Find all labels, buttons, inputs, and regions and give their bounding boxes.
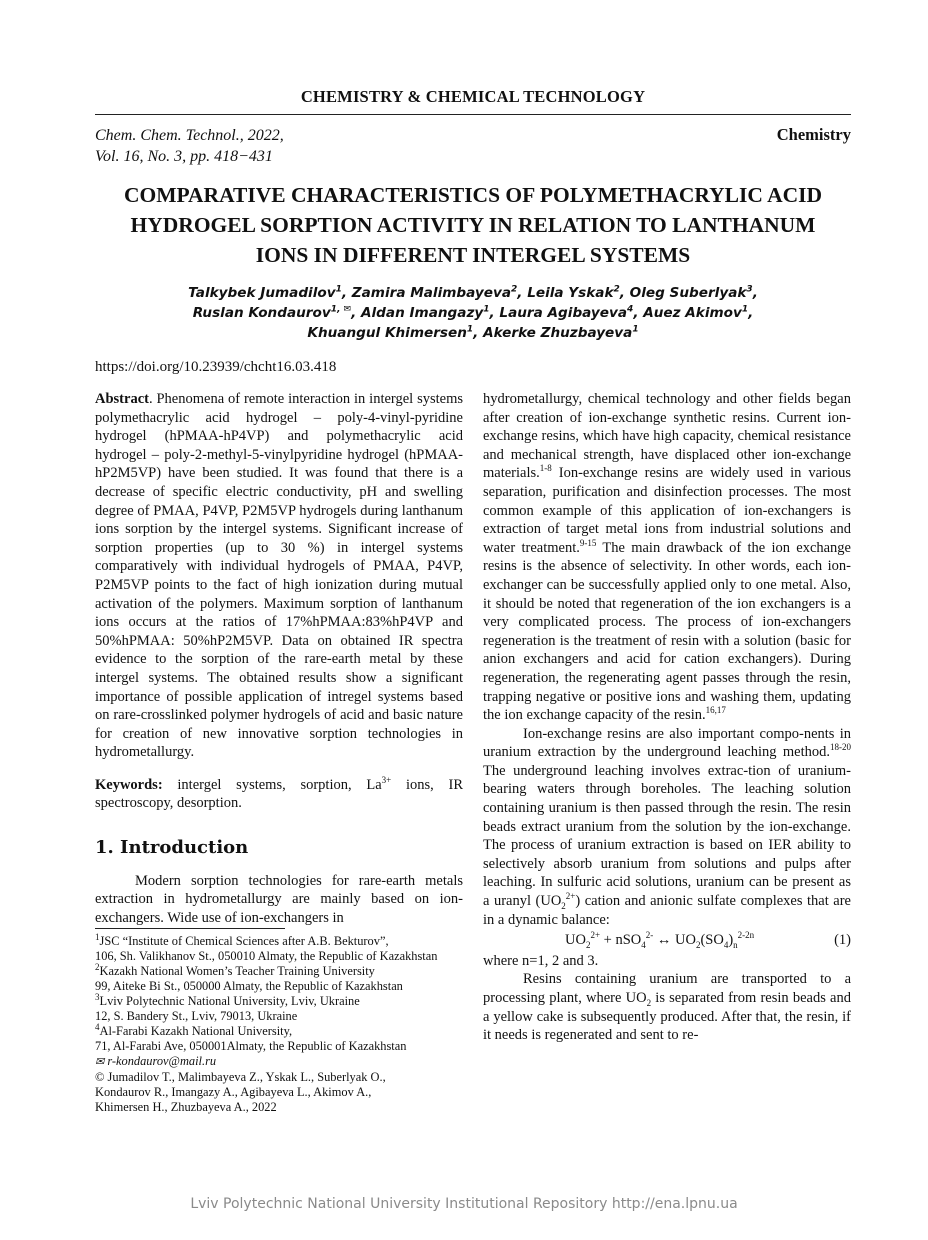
email-link[interactable]: r-kondaurov@mail.ru [104,1054,217,1068]
author-separator: , [748,305,754,321]
author-line [95,303,851,323]
envelope-icon: ✉ [95,1056,105,1068]
footnote-2-address: 99, Aiteke Bi St., 050000 Almaty, the Republic of Kazakhstan [95,979,403,993]
citation-line-1: Chem. Chem. Technol., 2022, [95,127,284,144]
equation-body: $UO_2^{2+} + nSO_4^{2-}$ ↔ $UO_2(SO_4)_n^{2-2n}$ [565,930,755,951]
copyright-line: © Jumadilov T., Malimbayeva Z., Yskak L., Suberlyak O., [95,1070,386,1084]
author-separator: , [517,285,528,301]
author-name: Ruslan Kondaurov [192,305,331,321]
abstract-label: Abstract [95,391,149,407]
intro-paragraph: Ion-exchange resins are also important compo-nents in uranium extraction by the underground leaching method.$^{18-20}$ The underground leaching involves extrac-tion of uranium-bearing waters through boreholes. The leaching solution containing uranium is then passed through the resin. The resin beads extract uranium from the solution by the ion-exchange. The process of uranium extraction is based on IER ability to selectively absorb uranium from solutions and pulps after leaching. In sulfuric acid solutions, uranium can be present as a uranyl $(UO_2^{2+})$ cation and anionic sulfate complexes that are in a dynamic balance: [483,725,851,928]
footnote-4: $^4$Al-Farabi Kazakh National University, [95,1021,293,1038]
equation-1 [483,931,851,950]
author-name: Khuangul Khimersen [307,325,467,341]
author-separator: , [633,305,644,321]
author-affiliation: 1 [483,304,490,315]
citation-ref: 18-20 [830,742,851,753]
footnote-rule [95,928,285,929]
citation-ref: 1-8 [539,463,552,474]
author-list [95,283,851,343]
copyright-line: Khimersen H., Zhuzbayeva A., 2022 [95,1100,277,1114]
author-name: Auez Akimov [643,305,742,321]
author-separator: , [473,325,484,341]
author-separator: , [351,305,361,321]
keywords-label: Keywords: [95,776,163,793]
author-name: Laura Agibayeva [499,305,628,321]
author-affiliation: 1, ✉ [330,304,352,315]
section-heading: 1. Introduction [95,837,249,859]
citation-line-2: Vol. 16, No. 3, pp. 418−431 [95,148,273,165]
header-rule [95,114,851,115]
equation-number: (1) [834,932,851,949]
right-column [483,390,851,1045]
author-line [95,283,851,303]
keywords [95,776,463,813]
footnote-1: $^1$JSC “Institute of Chemical Sciences after A.B. Bekturov”, [95,931,389,948]
abstract-text: . Phenomena of remote interaction in intergel systems polymethacrylic acid hydrogel – poly-4-vinyl-pyridine hydrogel (hPMAA-hP4VP) and polymethacrylic acid hydrogel – poly-2-methyl-5-vinylpyridine hydrogel (hPMAA-hP2M5VP) have been studied. It was found that there is a decrease of specific electric conductivity, pH and swelling degree of PMAA, P4VP, P2M5VP hydrogels during lanthanum ions sorption by the intergel systems. Significant increase of sorption properties (up to 30 %) in intergel systems comparatively with individual hydrogels of PMAA, P4VP, P2M5VP points to the fact of high ionization during mutual activation of the polymers. Maximum sorption of lanthanum ions occurs at the ratios of 17%hPMAA:83%hP4VP and 50%hPMAA: 50%hP2M5VP. Data on obtained IR spectra evidence to the sorption of the rare-earth metal by these intergel systems. The obtained results show a significant importance of possible application of intregel systems based on rare-crosslinked polymer hydrogels of acid and basic nature for creation of new innovative sorption technologies in hydrometallurgy. [95,391,463,761]
article-title [95,180,851,270]
author-affiliation: 2 [511,284,518,295]
author-affiliation: 4 [627,304,634,315]
intro-paragraph: Modern sorption technologies for rare-earth metals extraction in hydrometallurgy are mainly based on ion-exchangers. Wide use of ion-exchangers in [95,872,463,926]
left-column [95,390,463,927]
equation-note: where n=1, 2 and 3. [483,952,599,969]
author-separator: , [752,285,758,301]
footnote-3-address: 12, S. Bandery St., Lviv, 79013, Ukraine [95,1009,298,1023]
author-affiliation: 2 [613,284,620,295]
author-name: Oleg Suberlyak [629,285,747,301]
author-name: Akerke Zhuzbayeva [483,325,633,341]
author-affiliation: 1 [466,324,474,335]
footnote-3: $^3$Lviv Polytechnic National University, Lviv, Ukraine [95,991,360,1008]
copyright-line: Kondaurov R., Imangazy A., Agibayeva L., Akimov A., [95,1085,372,1099]
footnote-1-address: 106, Sh. Valikhanov St., 050010 Almaty, the Republic of Kazakhstan [95,949,438,963]
author-name: Aldan Imangazy [360,305,484,321]
keywords-text: intergel systems, sorption, La [162,776,382,793]
footnote-email [95,1054,463,1070]
author-name: Leila Yskak [527,285,614,301]
section-tag: Chemistry [776,125,851,144]
author-separator: , [341,285,352,301]
citation-ref: 9-15 [579,537,597,548]
repository-footer: Lviv Polytechnic National University Institutional Repository http://ena.lpnu.ua [190,1196,738,1212]
intro-paragraph-continued: hydrometallurgy, chemical technology and other fields began after creation of ion-exchange synthetic resins. Current ion-exchange resins, which have high capacity, chemical resistance and mechanical strength, have displaced other ion-exchange materials.$^{1-8}$ Ion-exchange resins are widely used in various separation, purification and disinfection processes. The most common example of this application of ion-exchangers is extraction of target metal ions from industrial solutions and water treatment.$^{9-15}$ The main drawback of the ion exchange resins is the absence of selectivity. In other words, each ion-exchanger can be successfully applied only to one metal. Also, it should be noted that regeneration of the ion exchangers is a very complicated process. The process of ion-exchangers regeneration is the treatment of resin with a solution (basic for anion exchangers and acid for cation exchangers). During regeneration, the regenerating agent passes through the resin, trapping negative or positive ions and washing them, updating the ion exchange capacity of the resin.$^{16,17}$ [483,391,851,724]
abstract [95,390,463,762]
doi-link[interactable]: https://doi.org/10.23939/chcht16.03.418 [95,359,337,375]
citation-ref: 16,17 [705,705,726,716]
author-separator: , [619,285,630,301]
footnote-2: $^2$Kazakh National Women’s Teacher Training University [95,961,375,978]
author-affiliation: 1 [632,324,639,335]
footnotes [95,931,463,1115]
author-name: Zamira Malimbayeva [351,285,512,301]
citation [95,125,284,167]
title-line-1: COMPARATIVE CHARACTERISTICS OF POLYMETHACRYLIC ACID [123,183,823,207]
author-affiliation: 1 [741,304,749,315]
author-affiliation: 3 [746,284,753,295]
keywords-text-end: ions, IR spectroscopy, desorption. [95,776,463,812]
author-separator: , [489,305,500,321]
journal-header: CHEMISTRY & CHEMICAL TECHNOLOGY [300,87,646,106]
title-line-2: HYDROGEL SORPTION ACTIVITY IN RELATION TO LANTHANUM [130,213,816,237]
footnote-4-address: 71, Al-Farabi Ave, 050001Almaty, the Republic of Kazakhstan [95,1039,407,1053]
intro-paragraph: Resins containing uranium are transported to a processing plant, where $UO_2$ is separated from resin beads and a yellow cake is subsequently produced. After that, the resin, if it needs is regenerated and sent to re- [483,971,851,1044]
author-name: Talkybek Jumadilov [188,285,336,301]
keywords-superscript: 3+ [381,775,392,786]
title-line-3: IONS IN DIFFERENT INTERGEL SYSTEMS [255,243,691,267]
author-line [95,323,851,343]
author-affiliation: 1 [335,284,342,295]
